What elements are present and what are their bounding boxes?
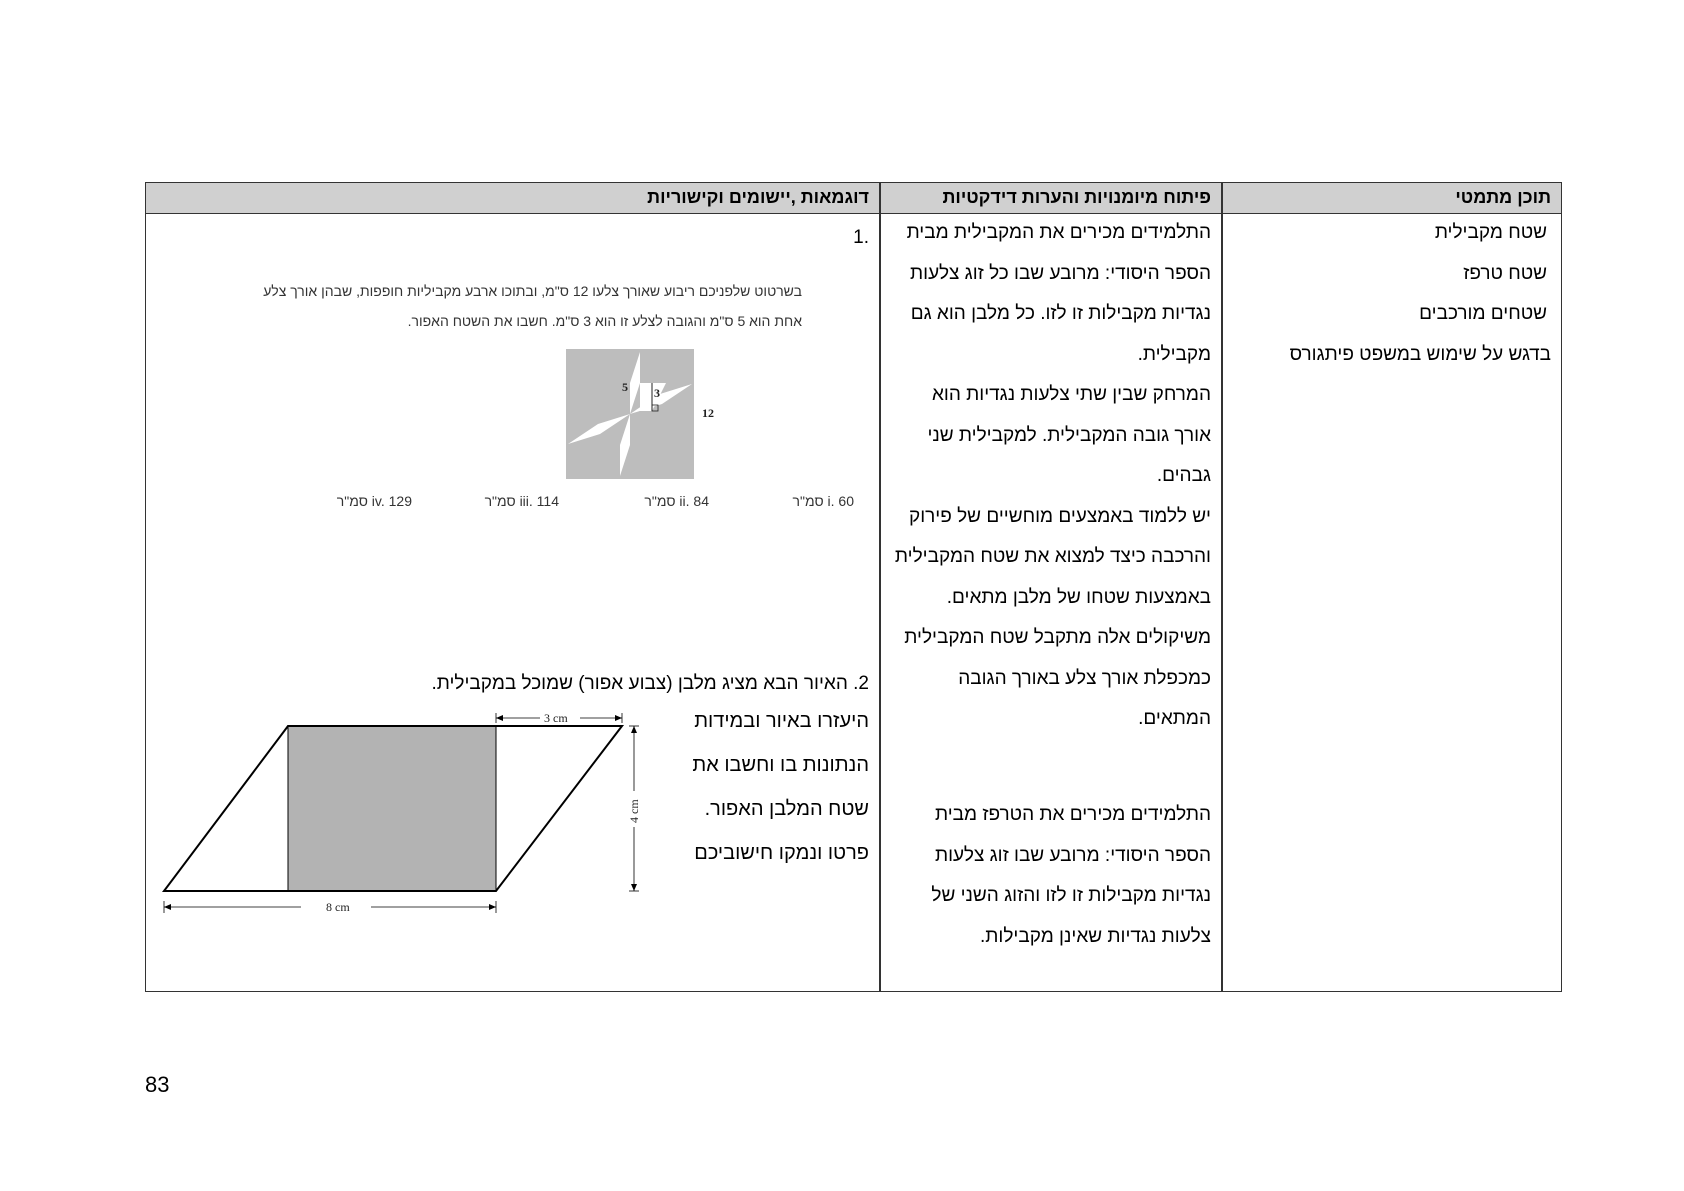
content-item: שטחים מורכבים <box>1419 303 1547 324</box>
arrow-head <box>489 904 496 910</box>
q1-option-ii: ii. 84 סמ"ר <box>644 493 709 509</box>
skills-block-parallelogram <box>895 213 1211 740</box>
skills-line: המרחק שבין שתי צלעות נגדיות הוא <box>931 384 1211 405</box>
q1-text-line2: אחת הוא 5 ס"מ והגובה לצלע זו הוא 3 ס"מ. חשבו את השטח האפור. <box>407 313 802 329</box>
dim-top-label: 3 cm <box>544 711 568 725</box>
q1-number: .1 <box>853 227 869 248</box>
table-header <box>146 183 1561 214</box>
skills-line: התלמידים מכירים את הטרפז מבית <box>934 804 1211 825</box>
math-content-list <box>1289 213 1551 375</box>
header-skills: פיתוח מיומנויות והערות דידקטיות <box>942 187 1211 207</box>
q1-option-iv: iv. 129 סמ"ר <box>336 493 412 509</box>
header-math-content: תוכן מתמטי <box>1455 187 1551 207</box>
arrow-head <box>615 715 622 721</box>
q1-option-i: i. 60 סמ"ר <box>792 493 854 509</box>
skills-line: הספר היסודי: מרובע שבו זוג צלעות <box>934 844 1211 866</box>
skills-line: כמכפלת אורך צלע באורך הגובה <box>958 667 1211 689</box>
skills-line: אורך גובה המקבילית. למקבילית שני <box>927 424 1211 446</box>
skills-line: הספר היסודי: מרובע שבו כל זוג צלעות <box>910 262 1211 284</box>
skills-line: מקבילית. <box>1137 343 1211 365</box>
q2-line: הנתונות בו וחשבו את <box>692 754 869 776</box>
header-examples: דוגמאות ,יישומים וקישוריות <box>647 187 869 207</box>
q2-instructions <box>692 699 869 875</box>
q2-line: שטח המלבן האפור. <box>704 798 869 820</box>
skills-line: המתאים. <box>1138 708 1211 729</box>
page-number: 83 <box>145 1072 170 1097</box>
arrow-head <box>631 726 637 733</box>
skills-line: גבהים. <box>1156 465 1211 486</box>
skills-block-trapezoid <box>931 795 1211 957</box>
q1-text-line1: בשרטוט שלפניכם ריבוע שאורך צלעו 12 ס"מ, ובתוכו ארבע מקביליות חופפות, שבהן אורך צלע <box>263 283 802 299</box>
dim-bottom-label: 8 cm <box>326 900 350 914</box>
skills-line: נגדיות מקבילות זו לזו. כל מלבן הוא גם <box>910 303 1211 324</box>
label-12: 12 <box>702 406 714 420</box>
skills-line: והרכבה כיצד למצוא את שטח המקבילית <box>894 546 1211 567</box>
pinwheel-square-figure <box>556 349 726 489</box>
curriculum-table <box>145 182 1562 992</box>
label-5: 5 <box>622 380 628 394</box>
skills-line: באמצעות שטחו של מלבן מתאים. <box>946 586 1211 608</box>
skills-line: משיקולים אלה מתקבל שטח המקבילית <box>904 627 1211 648</box>
content-item: שטח מקבילית <box>1434 222 1547 243</box>
arrow-head <box>496 715 503 721</box>
column-divider <box>1221 183 1223 991</box>
arrow-head <box>164 904 171 910</box>
skills-line: התלמידים מכירים את המקבילית מבית <box>906 222 1211 243</box>
skills-line: נגדיות מקבילות זו לזו והזוג השני של <box>931 885 1211 906</box>
skills-line: צלעות נגדיות שאינן מקבילות. <box>980 925 1211 947</box>
arrow-head <box>631 884 637 891</box>
skills-line: יש ללמוד באמצעים מוחשיים של פירוק <box>909 505 1211 527</box>
content-item: בדגש על שימוש במשפט פיתגורס <box>1289 343 1551 365</box>
dim-side-label: 4 cm <box>627 799 641 823</box>
gray-rectangle <box>288 726 496 891</box>
q2-line: פרטו ונמקו חישוביכם <box>694 842 869 864</box>
q1-option-iii: iii. 114 סמ"ר <box>484 493 559 509</box>
parallelogram-rectangle-figure <box>146 701 666 914</box>
q2-line: היעזרו באיור ובמידות <box>694 710 869 732</box>
label-3: 3 <box>654 386 660 400</box>
content-item: שטח טרפז <box>1463 262 1547 284</box>
q2-title: 2. האיור הבא מציג מלבן (צבוע אפור) שמוכל במקבילית. <box>431 673 869 694</box>
column-divider <box>879 183 881 991</box>
